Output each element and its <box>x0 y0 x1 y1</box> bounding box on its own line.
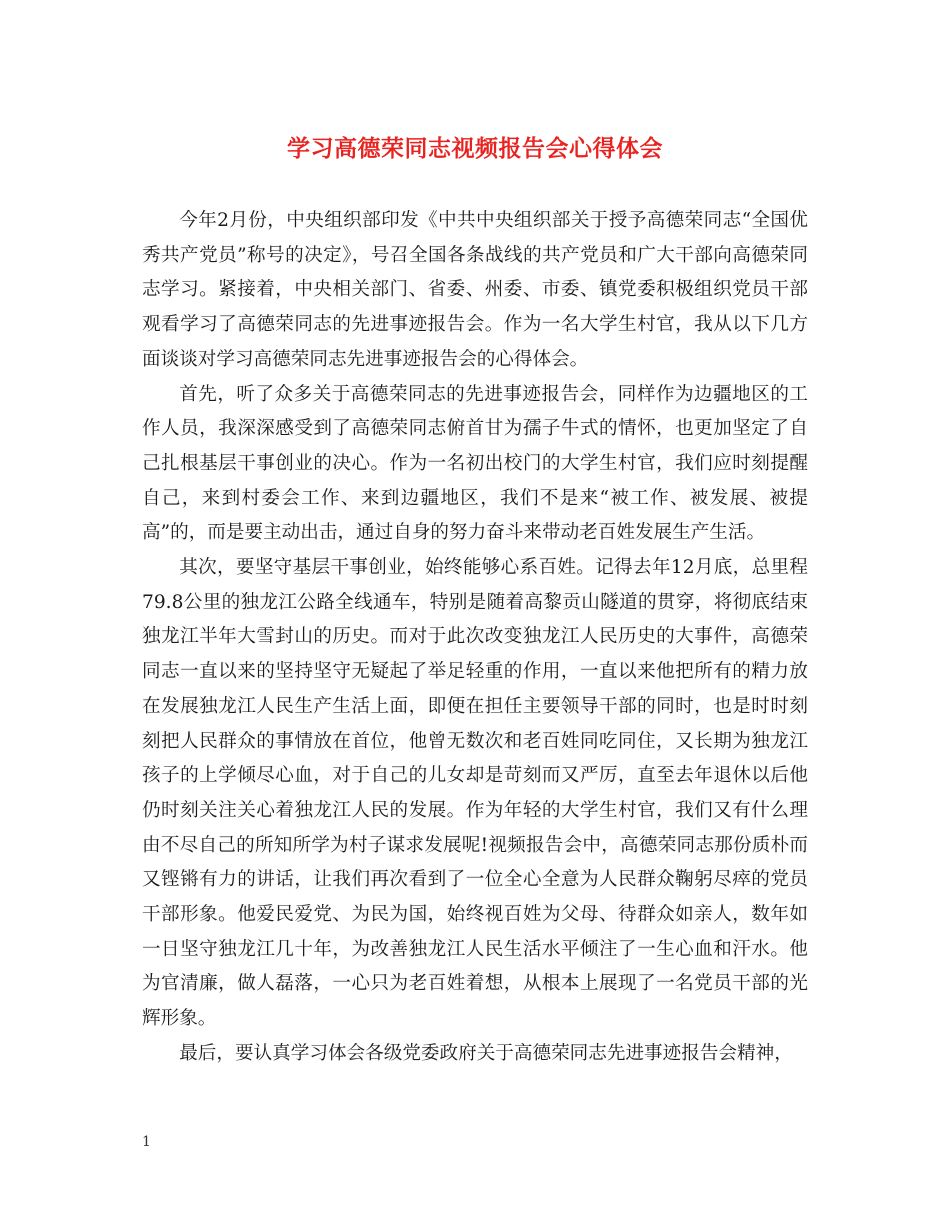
paragraph-second: 其次，要坚守基层干事创业，始终能够心系百姓。记得去年12月底，总里程79.8公里的独龙江公路全线通车，特别是随着高黎贡山隧道的贯穿，将彻底结束独龙江半年大雪封山的历史。而对于此次改变独龙江人民历史的大事件，高德荣同志一直以来的坚持坚守无疑起了举足轻重的作用，一直以来他把所有的精力放在发展独龙江人民生产生活上面，即便在担任主要领导干部的同时，也是时时刻刻把人民群众的事情放在首位，他曾无数次和老百姓同吃同住，又长期为独龙江孩子的上学倾尽心血，对于自己的儿女却是苛刻而又严厉，直至去年退休以后他仍时刻关注关心着独龙江人民的发展。作为年轻的大学生村官，我们又有什么理由不尽自己的所知所学为村子谋求发展呢!视频报告会中，高德荣同志那份质朴而又铿锵有力的讲话，让我们再次看到了一位全心全意为人民群众鞠躬尽瘁的党员干部形象。他爱民爱党、为民为国，始终视百姓为父母、待群众如亲人，数年如一日坚守独龙江几十年，为改善独龙江人民生活水平倾注了一生心血和汗水。他为官清廉，做人磊落，一心只为老百姓着想，从根本上展现了一名党员干部的光辉形象。 <box>142 557 808 1030</box>
paragraph-intro: 今年2月份，中央组织部印发《中共中央组织部关于授予高德荣同志“全国优秀共产党员”称号的决定》，号召全国各条战线的共产党员和广大干部向高德荣同志学习。紧接着，中央相关部门、省委、州委、市委、镇党委积极组织党员干部观看学习了高德荣同志的先进事迹报告会。作为一名大学生村官，我从以下几方面谈谈对学习高德荣同志先进事迹报告会的心得体会。 <box>142 210 808 370</box>
paragraph-last: 最后，要认真学习体会各级党委政府关于高德荣同志先进事迹报告会精神， <box>179 1042 793 1064</box>
page-number: 1 <box>142 1134 151 1150</box>
paragraph-first: 首先，听了众多关于高德荣同志的先进事迹报告会，同样作为边疆地区的工作人员，我深深感受到了高德荣同志俯首甘为孺子牛式的情怀，也更加坚定了自己扎根基层干事创业的决心。作为一名初出校门的大学生村官，我们应时刻提醒自己，来到村委会工作、来到边疆地区，我们不是来“被工作、被发展、被提高”的，而是要主动出击，通过自身的努力奋斗来带动老百姓发展生产生活。 <box>142 383 808 544</box>
document-title: 学习高德荣同志视频报告会心得体会 <box>287 135 663 162</box>
document-body <box>142 204 808 1072</box>
